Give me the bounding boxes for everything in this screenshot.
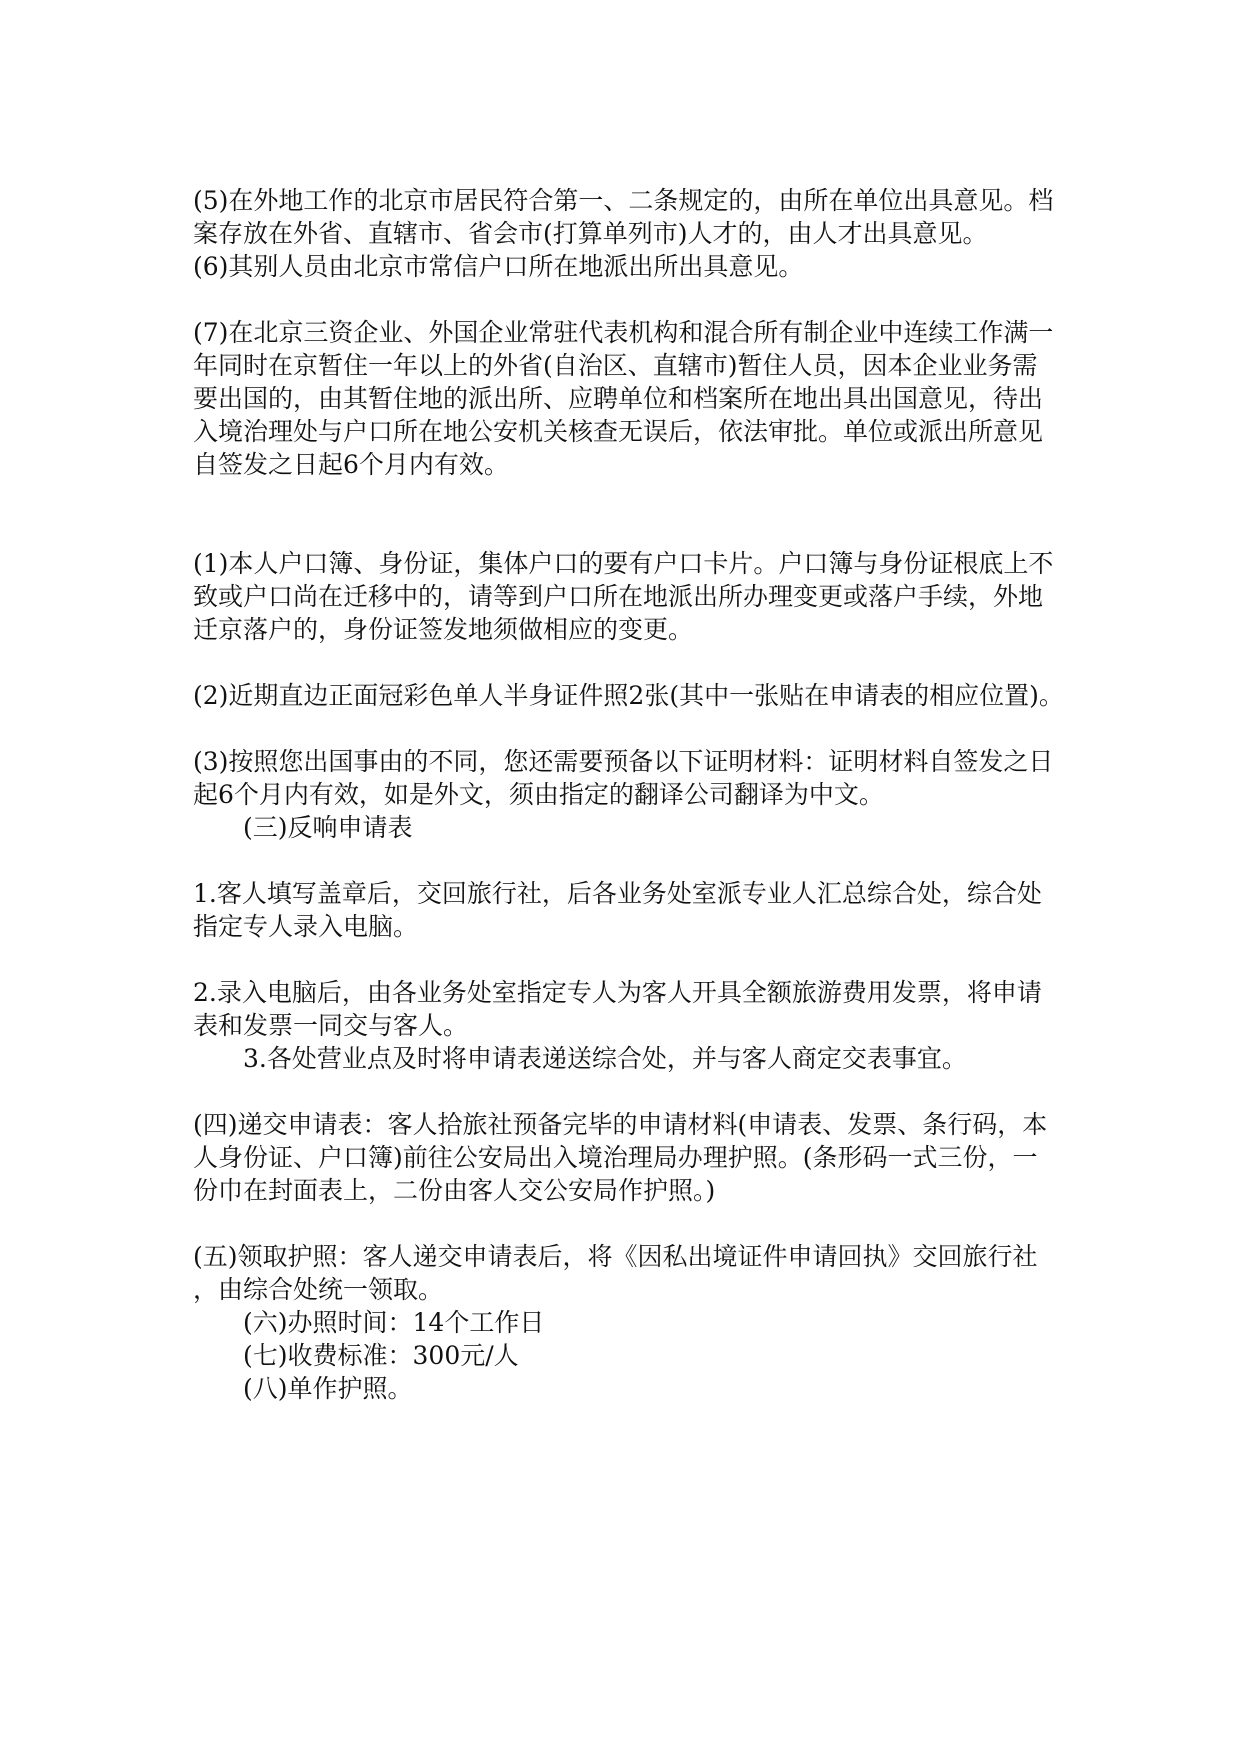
text-line: (五)领取护照：客人递交申请表后，将《因私出境证件申请回执》交回旅行社	[193, 1242, 1038, 1271]
text-line: (5)在外地工作的北京市居民符合第一、二条规定的，由所在单位出具意见。档	[193, 186, 1054, 215]
paragraph-item-6	[193, 250, 1055, 283]
text-line: 指定专人录入电脑。	[193, 912, 419, 941]
text-line: (7)在北京三资企业、外国企业常驻代表机构和混合所有制企业中连续工作满一	[193, 318, 1054, 347]
text-line: (四)递交申请表：客人拾旅社预备完毕的申请材料(申请表、发票、条行码，本	[193, 1110, 1048, 1139]
text-line: (六)办照时间：14个工作日	[243, 1308, 545, 1337]
text-line: 入境治理处与户口所在地公安机关核查无误后，依法审批。单位或派出所意见	[193, 417, 1044, 446]
text-line: 人身份证、户口簿)前往公安局出入境治理局办理护照。(条形码一式三份，一	[193, 1143, 1038, 1172]
section-4	[193, 1108, 1055, 1207]
text-line: 要出国的，由其暂住地的派出所、应聘单位和档案所在地出具出国意见，待出	[193, 384, 1044, 413]
materials-item-3	[193, 745, 1055, 811]
materials-item-2	[193, 679, 1064, 712]
text-line: 1.客人填写盖章后，交回旅行社，后各业务处室派专业人汇总综合处，综合处	[193, 879, 1042, 908]
text-line: 致或户口尚在迁移中的，请等到户口所在地派出所办理变更或落户手续，外地	[193, 582, 1044, 611]
materials-item-1	[193, 547, 1055, 646]
text-line: (2)近期直边正面冠彩色单人半身证件照2张(其中一张贴在申请表的相应位置)。	[193, 681, 1064, 710]
text-line: 2.录入电脑后，由各业务处室指定专人为客人开具全额旅游费用发票，将申请	[193, 978, 1042, 1007]
text-line: 自签发之日起6个月内有效。	[193, 450, 509, 479]
text-line: (八)单作护照。	[243, 1374, 413, 1403]
section-3-step-1	[193, 877, 1055, 943]
section-6	[193, 1306, 1055, 1339]
text-line: (3)按照您出国事由的不同，您还需要预备以下证明材料：证明材料自签发之日	[193, 747, 1054, 776]
text-line: 案存放在外省、直辖市、省会市(打算单列市)人才的，由人才出具意见。	[193, 219, 988, 248]
text-line: ，由综合处统一领取。	[193, 1275, 444, 1304]
text-line: 年同时在京暂住一年以上的外省(自治区、直辖市)暂住人员，因本企业业务需	[193, 351, 1038, 380]
text-line: (6)其别人员由北京市常信户口所在地派出所出具意见。	[193, 252, 804, 281]
text-line: 份巾在封面表上，二份由客人交公安局作护照。)	[193, 1176, 716, 1205]
text-line: 迁京落户的，身份证签发地须做相应的变更。	[193, 615, 694, 644]
text-line: (七)收费标准：300元/人	[243, 1341, 519, 1370]
document-body	[193, 184, 1064, 1405]
text-line: (1)本人户口簿、身份证，集体户口的要有户口卡片。户口簿与身份证根底上不	[193, 549, 1054, 578]
section-heading-3	[193, 811, 1055, 844]
section-7	[193, 1339, 1055, 1372]
section-3-step-2	[193, 976, 1055, 1042]
section-5	[193, 1240, 1055, 1306]
paragraph-item-7	[193, 316, 1055, 481]
section-3-step-3	[193, 1042, 1055, 1075]
text-line: 表和发票一同交与客人。	[193, 1011, 469, 1040]
paragraph-item-5	[193, 184, 1055, 250]
text-line: 起6个月内有效，如是外文，须由指定的翻译公司翻译为中文。	[193, 780, 884, 809]
text-line: (三)反响申请表	[243, 813, 413, 842]
section-8	[193, 1372, 1055, 1405]
text-line: 3.各处营业点及时将申请表递送综合处，并与客人商定交表事宜。	[243, 1044, 967, 1073]
